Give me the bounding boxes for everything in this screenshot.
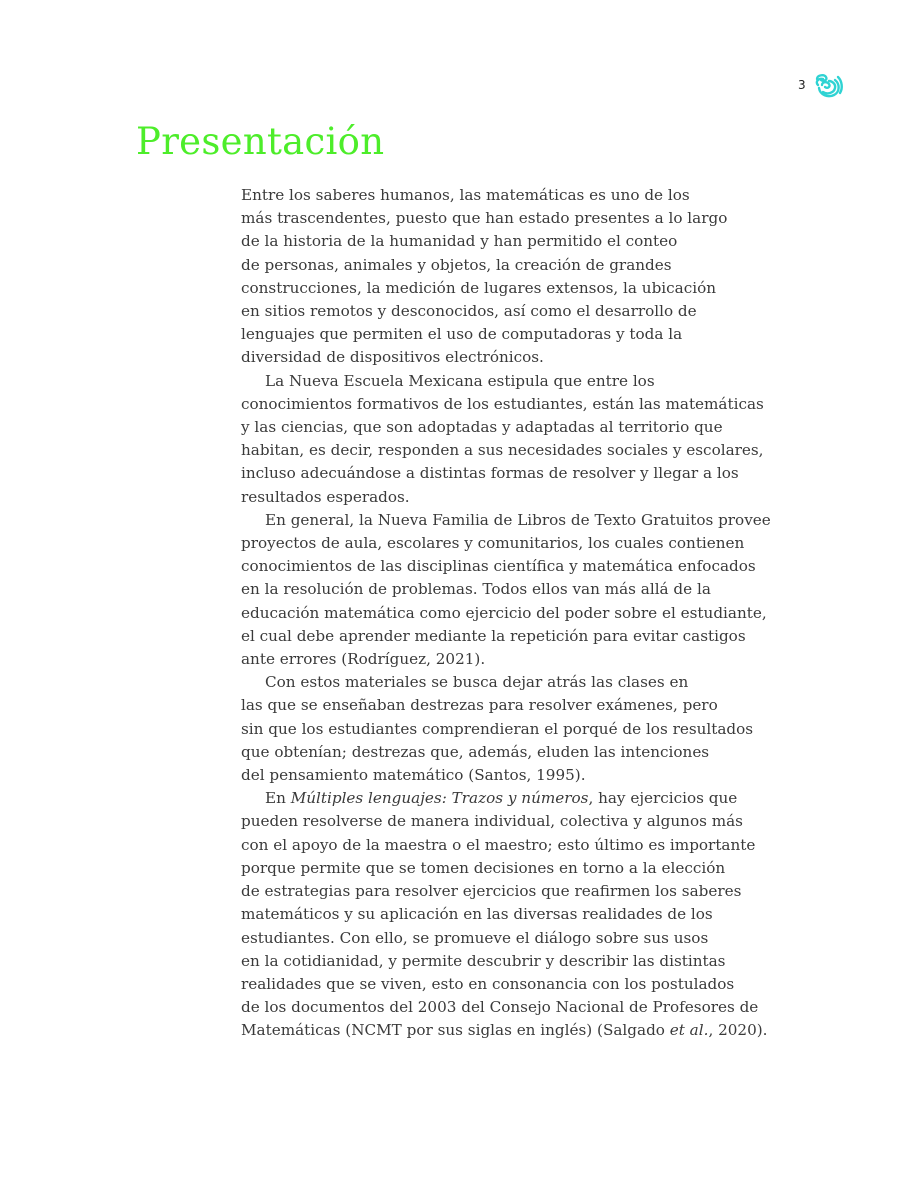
text-line: de los documentos del 2003 del Consejo Nacional de Profesores de — [241, 998, 759, 1017]
paragraph-2 — [241, 370, 801, 509]
text-line: las que se enseñaban destrezas para resolver exámenes, pero — [241, 696, 718, 715]
paragraph-5 — [241, 787, 801, 1042]
text-line — [241, 1019, 801, 1042]
text-line — [241, 787, 801, 810]
text-line: sin que los estudiantes comprendieran el porqué de los resultados — [241, 719, 754, 738]
text-run: En — [265, 789, 291, 808]
text-line: En general, la Nueva Familia de Libros de Texto Gratuitos provee — [265, 510, 771, 529]
text-line: Entre los saberes humanos, las matemáticas es uno de los — [241, 186, 690, 204]
text-line: resultados esperados. — [241, 487, 410, 506]
citation-et-al: et al. — [669, 1021, 709, 1040]
text-line: Con estos materiales se busca dejar atrás las clases en — [265, 673, 689, 692]
text-line: realidades que se viven, esto en consonancia con los postulados — [241, 974, 735, 993]
body-text — [241, 184, 801, 1043]
text-line: y las ciencias, que son adoptadas y adaptadas al territorio que — [241, 418, 723, 437]
swirl-icon — [814, 73, 844, 101]
text-run: , 2020). — [708, 1021, 768, 1040]
text-line: diversidad de dispositivos electrónicos. — [241, 348, 544, 367]
text-line: de la historia de la humanidad y han permitido el conteo — [241, 232, 678, 251]
text-line: con el apoyo de la maestra o el maestro; esto último es importante — [241, 835, 756, 854]
text-line: estudiantes. Con ello, se promueve el diálogo sobre sus usos — [241, 928, 709, 947]
text-run: , hay ejercicios que — [588, 789, 738, 808]
text-line: habitan, es decir, responden a sus necesidades sociales y escolares, — [241, 441, 764, 460]
text-line: más trascendentes, puesto que han estado presentes a lo largo — [241, 209, 728, 228]
text-line: el cual debe aprender mediante la repetición para evitar castigos — [241, 626, 746, 645]
text-line: en la cotidianidad, y permite descubrir y describir las distintas — [241, 951, 726, 970]
text-line: conocimientos de las disciplinas científica y matemática enfocados — [241, 557, 756, 576]
book-title: Múltiples lenguajes: Trazos y números — [290, 789, 589, 808]
text-line: en la resolución de problemas. Todos ellos van más allá de la — [241, 580, 711, 599]
text-line: porque permite que se tomen decisiones en torno a la elección — [241, 858, 726, 877]
text-line: del pensamiento matemático (Santos, 1995). — [241, 766, 586, 785]
text-line: de estrategias para resolver ejercicios que reafirmen los saberes — [241, 882, 742, 901]
text-line: matemáticos y su aplicación en las diversas realidades de los — [241, 905, 713, 924]
text-line: de personas, animales y objetos, la creación de grandes — [241, 255, 672, 274]
page-number: 3 — [798, 78, 806, 92]
text-line: La Nueva Escuela Mexicana estipula que entre los — [265, 371, 655, 390]
text-line: educación matemática como ejercicio del poder sobre el estudiante, — [241, 603, 767, 622]
page-title: Presentación — [136, 120, 385, 163]
paragraph-1 — [241, 184, 801, 370]
text-line: lenguajes que permiten el uso de computadoras y toda la — [241, 325, 683, 344]
text-line: pueden resolverse de manera individual, colectiva y algunos más — [241, 812, 743, 831]
text-line: que obtenían; destrezas que, además, eluden las intenciones — [241, 742, 710, 761]
text-line: proyectos de aula, escolares y comunitarios, los cuales contienen — [241, 534, 745, 553]
text-line: construcciones, la medición de lugares extensos, la ubicación — [241, 278, 717, 297]
paragraph-3 — [241, 509, 801, 671]
text-line: en sitios remotos y desconocidos, así como el desarrollo de — [241, 302, 697, 321]
text-line: ante errores (Rodríguez, 2021). — [241, 650, 486, 669]
text-run: Matemáticas (NCMT por sus siglas en inglés) (Salgado — [241, 1021, 670, 1040]
text-line: conocimientos formativos de los estudiantes, están las matemáticas — [241, 394, 764, 413]
text-line: incluso adecuándose a distintas formas de resolver y llegar a los — [241, 464, 739, 483]
paragraph-4 — [241, 671, 801, 787]
